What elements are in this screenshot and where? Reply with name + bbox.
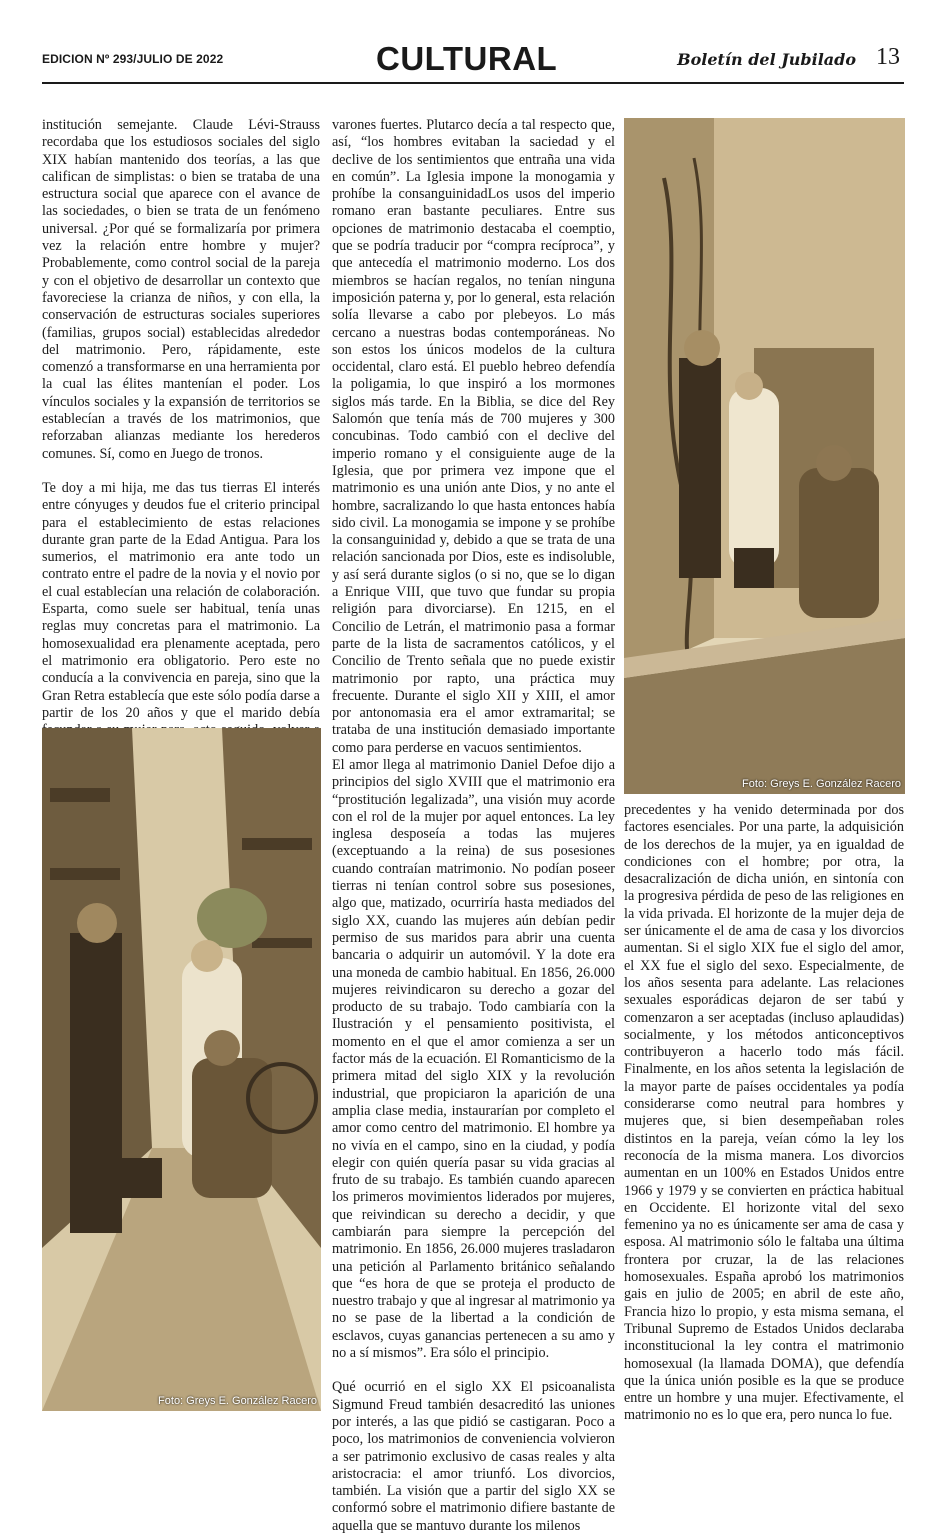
article-column-3 — [624, 802, 904, 1425]
paragraph: varones fuertes. Plutarco decía a tal respecto que, así, “los hombres evitaban la saciedad y el declive de los sentimientos que entraña una vida en común”. La Iglesia impone la monogamia y prohíbe la consanguinidadLos usos del imperio romano eran bastante peculiares. Entre sus opciones de matrimonio destacaba el coemptio, que se podría traducir por “compra recíproca”, y que antecedía el matrimonio moderno. Los dos miembros se hacían regalos, no tenían ninguna imposición paterna y, por lo general, esta relación solía llevarse a cabo por plebeyos. Lo más cercano a nuestras bodas contemporáneas. No son estos los únicos modelos de la cultura occidental, claro está. El pueblo hebreo defendía la poligamia, lo que inspiró a los mormones siglos más tarde. En la Biblia, se dice del Rey Salomón que tenía más de 700 mujeres y 300 concubinas. Todo cambió con el declive del imperio romano y el consiguiente auge de la Iglesia, que por primera vez impone que el matrimonio es una unión ante Dios, y no ante el hombre, sacralizando lo que hasta entonces había sido civil. La monogamia se impone y se prohíbe la consanguinidad y, debido a que se trata de una relación sancionada por Dios, este es indisoluble, y así será durante siglos (o si no, que se lo digan a Enrique VIII, que tuvo que fundar su propia religión para divorciarse). En 1215, en el Concilio de Letrán, el matrimonio pasa a formar parte de la lista de sacramentos católicos, y el Concilio de Trento señala que no puede existir matrimonio por rapto, una práctica muy frecuente. Durante el siglo XII y XIII, el amor por antonomasia era el amor extramarital; se trataba de una institución demasiado importante como para perderse en vacuos sentimientos. — [332, 117, 615, 756]
publication-name: Boletín del Jubilado — [677, 50, 856, 69]
paragraph: institución semejante. Claude Lévi-Strauss recordaba que los estudiosos sociales del siglo XIX habían mantenido dos teorías, a las que califican de simplistas: o bien se trataba de una estructura social que aparece con el avance de las sociedades, o bien se trata de un fenómeno universal. ¿Por qué se formalizaría por primera vez la relación entre hombre y mujer? Probablemente, como control social de la pareja y con el objetivo de desarrollar un contexto que favoreciese la crianza de niños, y con ella, la conservación de estructuras sociales superiores (familias, grupos social) establecidas alrededor del matrimonio. Pero, rápidamente, este comenzó a transformarse en una herramienta por la cual las élites mantenían el poder. Los vínculos sociales y la expansión de territorios se establecían a través de los matrimonios, que reforzaban alianzas mediante los herederos comunes. Sí, como en Juego de tronos. — [42, 117, 320, 462]
article-column-2 — [332, 117, 615, 1535]
paragraph: precedentes y ha venido determinada por dos factores esenciales. Por una parte, la adquisición de los derechos de la mujer, ya en igualdad de condiciones con el hombre; por otra, la desacralización de dicha unión, en sintonía con la progresiva pérdida de peso de las religiones en la vida privada. El horizonte de la mujer deja de ser únicamente el de ama de casa y los divorcios aumentan. Si el siglo XIX fue el siglo del amor, el XX fue el siglo del sexo. Especialmente, de los años sesenta para adelante. Las relaciones sexuales esporádicas dejaron de ser tabú y comenzaron a ser aceptadas (incluso aplaudidas) socialmente, y los métodos anticonceptivos contribuyeron a hacerlo todo más fácil. Finalmente, en los años setenta la legislación de la mayor parte de países occidentales ya podía considerarse como neutral para hombres y mujeres que, si bien desempeñaban roles distintos en la pareja, veían cómo la ley los reconocía de la misma manera. Los divorcios aumentan en un 100% en Estados Unidos entre 1966 y 1979 y se convierten en práctica habitual en Occidente. El horizonte vital del sexo femenino ya no es únicamente ser ama de casa y esposa. Al matrimonio sólo le faltaba una última frontera por cruzar, la de las relaciones homosexuales. España aprobó los matrimonios gais en julio de 2005; en abril de este año, Francia hizo lo propio, y esta misma semana, el Tribunal Supremo de Estados Unidos declaraba inconstitucional la ley contra el matrimonio homosexual (la llamada DOMA), que defendía que la única unión posible es la que se produce entre un hombre y una mujer. Efectivamente, el matrimonio no es lo que era, pero nunca lo fue. — [624, 802, 904, 1424]
paragraph: El amor llega al matrimonio Daniel Defoe dijo a principios del siglo XVIII que el matrimonio era “prostitución legalizada”, una visión muy acorde con el rol de la mujer por aquel entonces. La ley inglesa desposeía a todas las mujeres (exceptuando a la reina) de sus posesiones cuando contraían matrimonio. No podían poseer tierras ni tenían control sobre sus posesiones, algo que, matizado, ocurriría hasta mediados del siglo XX, cuando las mujeres aún debían pedir permiso de sus maridos para abrir una cuenta bancaria o adquirir un automóvil. Y la dote era una moneda de cambio habitual. En 1856, 26.000 mujeres reivindicaron su derecho a gozar del producto de su trabajo. Todo cambiaría con la Ilustración y el pensamiento positivista, el momento en el que el amor comienza a ser un factor más de la ecuación. El Romanticismo de la primera mitad del siglo XIX y la revolución industrial, que propiciaron la aparición de una amplia clase media, instaurarían por completo el amor como centro del matrimonio. El hombre ya no vivía en el campo, sino en la ciudad, y podía elegir con quién quería pasar su vida gracias al fruto de su trabajo. Es también cuando aparecen los primeros movimientos liderados por mujeres, que reivindican su derecho a decidir, y que cambiarán para siempre la percepción del matrimonio. En 1856, 26.000 mujeres trasladaron una petición al Parlamento británico señalando que “es hora de que se proteja el producto de nuestro trabajo y que al ingresar al matrimonio ya no se pase de la libertad a la condición de esclavos, cuyas ganancias pertenecen a su amo y no a sí mismos”. Era sólo el principio. — [332, 756, 615, 1362]
photo-right — [624, 118, 905, 794]
paragraph: Qué ocurrió en el siglo XX El psicoanalista Sigmund Freud también desacreditó las uniones por interés, a las que pidió se castigaran. Poco a poco, los matrimonios de conveniencia volvieron a ser patrimonio exclusivo de casas reales y alta aristocracia: el amor triunfó. Los divorcios, también. La visión que a partir del siglo XX se conformó sobre el matrimonio difiere bastante de aquella que se mantuvo durante los milenos — [332, 1379, 615, 1534]
street-photo-icon — [624, 118, 905, 794]
paragraph: Te doy a mi hija, me das tus tierras El interés entre cónyuges y deudos fue el criterio principal para el establecimiento de estas relaciones durante gran parte de la Edad Antigua. Para los sumerios, el matrimonio era ante todo un contrato entre el padre de la novia y el novio por el cual establecían una relación de colaboración. Esparta, como suele ser habitual, tenía unas reglas muy concretas para el matrimonio. La homosexualidad era plenamente aceptada, pero el matrimonio era obligatorio. Pero este no conducía a la convivencia en pareja, sino que la Gran Retra establecía que este sólo podía darse a partir de los 20 años y que el marido debía — [42, 479, 320, 721]
page-number: 13 — [876, 44, 900, 70]
photo-left — [42, 728, 321, 1411]
photo-credit: Foto: Greys E. González Racero — [158, 1395, 317, 1407]
edition-label: EDICION Nº 293/JULIO DE 2022 — [42, 52, 224, 66]
page-header — [42, 38, 904, 84]
photo-credit: Foto: Greys E. González Racero — [742, 778, 901, 790]
street-photo-icon — [42, 728, 321, 1411]
article-column-1 — [42, 117, 320, 774]
section-title: CULTURAL — [376, 40, 558, 77]
